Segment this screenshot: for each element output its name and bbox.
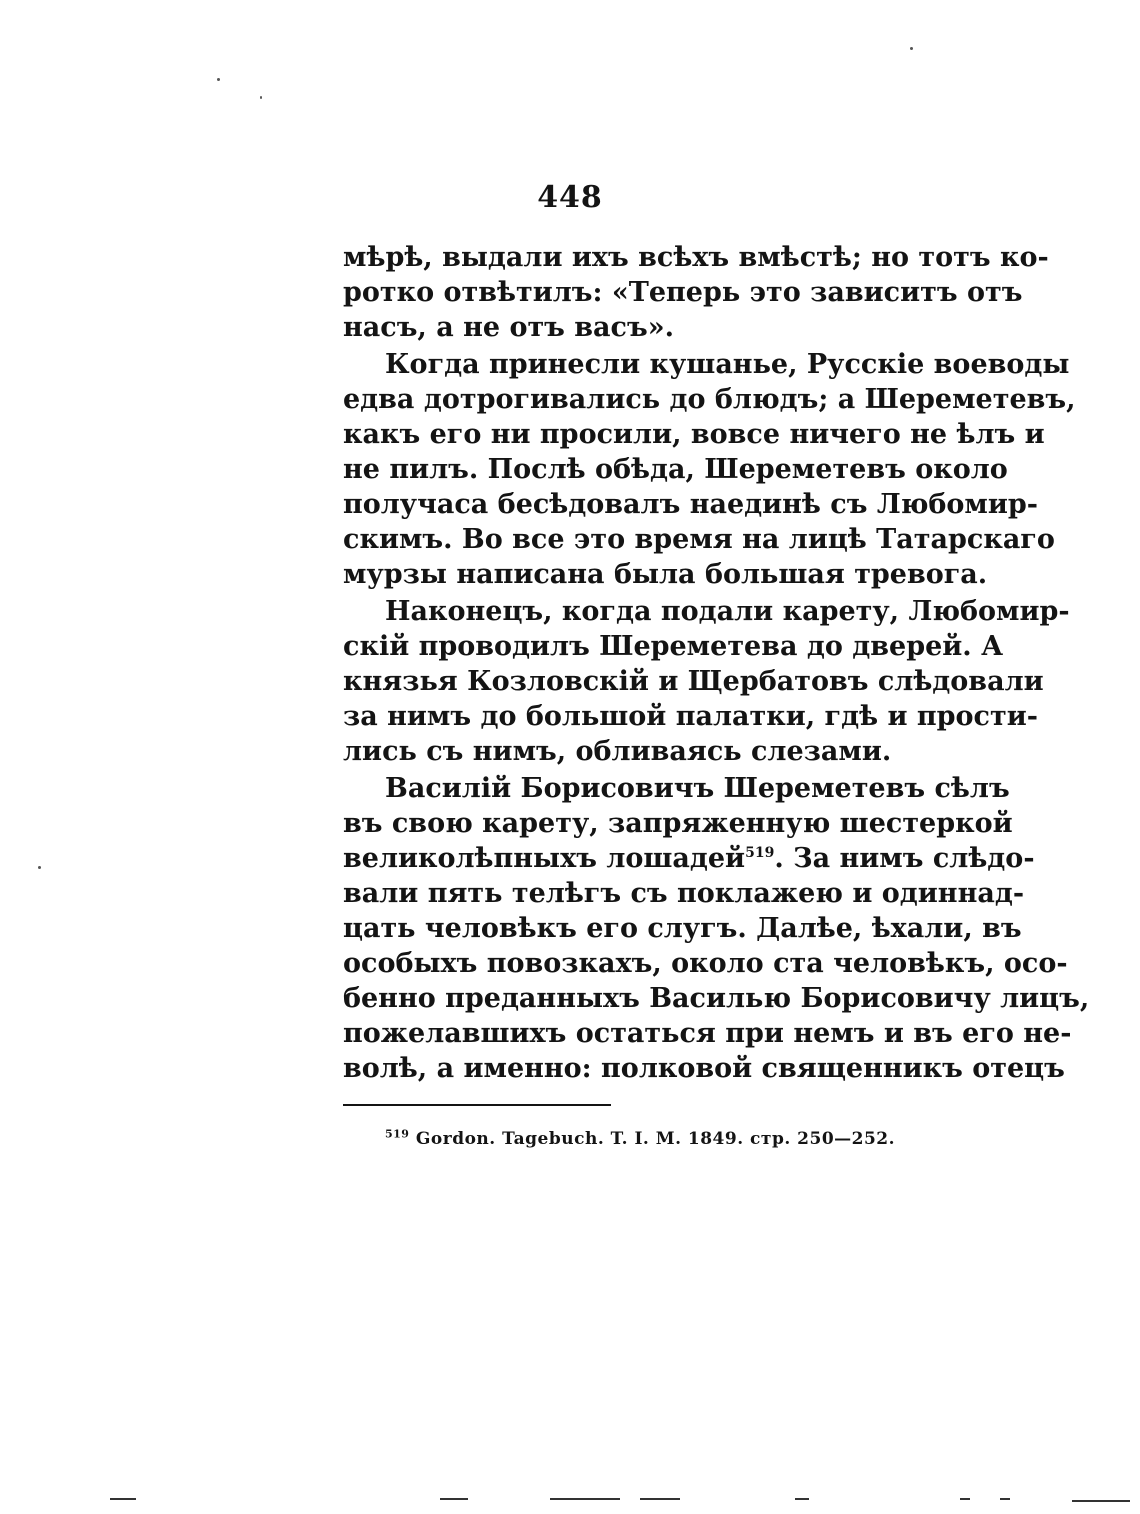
- scan-mark: [795, 1498, 809, 1500]
- text-line: вали пять телѣгъ съ поклажею и одиннад-: [343, 878, 1025, 909]
- page-number: 448: [537, 180, 603, 215]
- text-line: особыхъ повозкахъ, около ста человѣкъ, осо-: [343, 948, 1068, 979]
- scan-mark: [1072, 1500, 1130, 1502]
- text-line: не пилъ. Послѣ обѣда, Шереметевъ около: [343, 454, 1008, 485]
- text-line: бенно преданныхъ Василью Борисовичу лицъ,: [343, 983, 1090, 1014]
- text-line: пожелавшихъ остаться при немъ и въ его не-: [343, 1018, 1072, 1049]
- text-line: цать человѣкъ его слугъ. Далѣе, ѣхали, въ: [343, 913, 1022, 944]
- text-line: какъ его ни просили, вовсе ничего не ѣлъ и: [343, 419, 1045, 450]
- text-line: въ свою карету, запряженную шестеркой: [343, 808, 1013, 839]
- text-line: волѣ, а именно: полковой священникъ отецъ: [343, 1053, 1065, 1084]
- text-line: князья Козловскій и Щербатовъ слѣдовали: [343, 666, 1044, 697]
- footnote-divider: [343, 1104, 611, 1106]
- text-line: едва дотрогивались до блюдъ; а Шереметевъ,: [343, 384, 1076, 415]
- scan-mark: [550, 1498, 620, 1500]
- text-segment: . За нимъ слѣдо-: [774, 843, 1035, 874]
- scan-mark: [110, 1498, 136, 1500]
- text-line: мѣрѣ, выдали ихъ всѣхъ вмѣстѣ; но тотъ ко-: [343, 242, 1049, 273]
- scan-speck: [38, 866, 41, 869]
- footnote: [385, 1129, 945, 1149]
- scan-speck: [910, 47, 913, 50]
- footnote-mark: 519: [385, 1127, 410, 1141]
- text-line: скій проводилъ Шереметева до дверей. А: [343, 631, 1004, 662]
- scan-mark: [440, 1498, 468, 1500]
- scan-speck: [260, 96, 262, 99]
- text-line-with-note: [343, 841, 1035, 876]
- text-segment: великолѣпныхъ лошадей: [343, 843, 746, 874]
- scan-mark: [1000, 1498, 1010, 1500]
- text-line: скимъ. Во все это время на лицѣ Татарскаго: [343, 524, 1055, 555]
- text-line: Василій Борисовичъ Шереметевъ сѣлъ: [385, 773, 1010, 804]
- footnote-reference: 519: [745, 845, 775, 861]
- text-line: получаса бесѣдовалъ наединѣ съ Любомир-: [343, 489, 1038, 520]
- text-line: Наконецъ, когда подали карету, Любомир-: [385, 596, 1070, 627]
- text-line: ротко отвѣтилъ: «Теперь это зависитъ отъ: [343, 277, 1023, 308]
- scan-mark: [640, 1498, 680, 1500]
- footnote-text: Gordon. Tagebuch. T. I. M. 1849. стр. 250—252.: [415, 1129, 896, 1149]
- body-text: [343, 240, 1090, 1086]
- text-line: за нимъ до большой палатки, гдѣ и прости-: [343, 701, 1038, 732]
- text-line: насъ, а не отъ васъ».: [343, 312, 674, 343]
- scan-mark: [960, 1498, 970, 1500]
- text-line: лись съ нимъ, обливаясь слезами.: [343, 736, 892, 767]
- text-line: Когда принесли кушанье, Русскіе воеводы: [385, 349, 1070, 380]
- scan-speck: [217, 78, 220, 81]
- text-line: мурзы написана была большая тревога.: [343, 559, 988, 590]
